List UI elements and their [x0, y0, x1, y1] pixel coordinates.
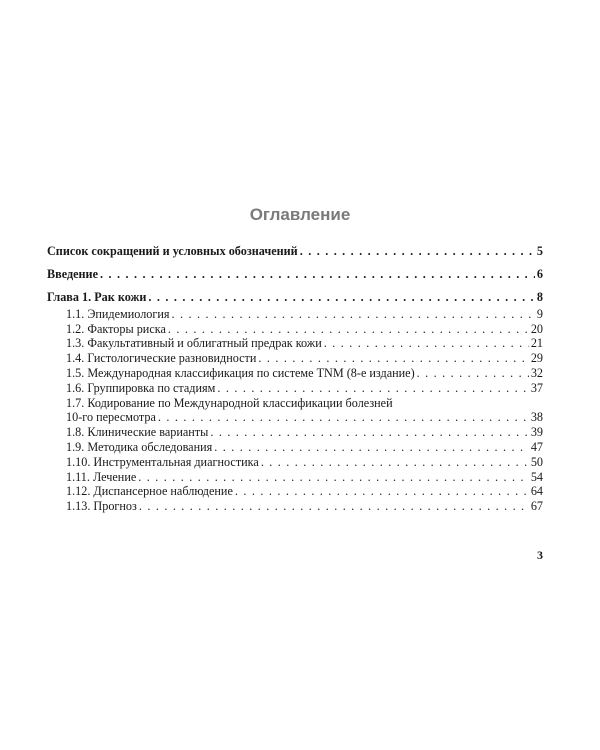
- toc-entry-1-10[interactable]: [47, 455, 543, 470]
- toc-entry-1-12[interactable]: [47, 484, 543, 499]
- toc-entry-page: 6: [536, 266, 543, 281]
- toc-entry-1-9[interactable]: [47, 440, 543, 455]
- dot-leader: [235, 484, 529, 499]
- toc-entry-1-7[interactable]: [47, 410, 543, 425]
- toc-entry-page: 64: [530, 484, 543, 499]
- toc-entry-label: 1.4. Гистологические разновидности: [66, 351, 257, 366]
- toc-entry-chapter-1[interactable]: [47, 290, 543, 305]
- toc-entry-page: 29: [530, 351, 543, 366]
- toc-entry-1-1[interactable]: [47, 307, 543, 322]
- toc-entry-1-6[interactable]: [47, 381, 543, 396]
- toc-entry-label: 1.5. Международная классификация по системе TNM (8-е издание): [66, 365, 415, 380]
- toc-entry-page: 67: [530, 499, 543, 514]
- toc-entry-1-3[interactable]: [47, 336, 543, 351]
- toc-entry-page: 9: [536, 306, 543, 321]
- toc-entry-label: Глава 1. Рак кожи: [47, 289, 147, 304]
- toc-entry-page: 50: [530, 454, 543, 469]
- toc-entry-1-13[interactable]: [47, 499, 543, 514]
- dot-leader: [139, 499, 529, 514]
- toc-entry-label: 1.13. Прогноз: [66, 499, 137, 514]
- toc-entry-1-2[interactable]: [47, 322, 543, 337]
- dot-leader: [324, 336, 529, 351]
- table-of-contents: [47, 244, 543, 514]
- toc-entry-1-11[interactable]: [47, 470, 543, 485]
- dot-leader: [138, 470, 529, 485]
- page-title: Оглавление: [249, 205, 351, 224]
- dot-leader: [158, 410, 529, 425]
- toc-entry-page: 54: [530, 469, 543, 484]
- toc-entry-label: 10-го пересмотра: [66, 410, 156, 425]
- toc-entry-label: 1.11. Лечение: [66, 469, 137, 484]
- toc-entry-abbreviations[interactable]: [47, 244, 543, 259]
- toc-entry-label: 1.1. Эпидемиология: [66, 306, 170, 321]
- toc-entry-label: 1.12. Диспансерное наблюдение: [66, 484, 233, 499]
- toc-entry-page: 37: [530, 380, 543, 395]
- dot-leader: [100, 267, 535, 282]
- toc-entry-page: 38: [530, 410, 543, 425]
- dot-leader: [258, 351, 528, 366]
- toc-entry-page: 5: [536, 244, 543, 258]
- toc-entry-label: 1.10. Инструментальная диагностика: [66, 454, 259, 469]
- toc-entry-page: 20: [530, 321, 543, 336]
- toc-entry-label: 1.8. Клинические варианты: [66, 425, 209, 440]
- toc-entry-1-8[interactable]: [47, 425, 543, 440]
- dot-leader: [210, 425, 528, 440]
- toc-entry-page: 32: [530, 365, 543, 380]
- toc-entry-label: 1.2. Факторы риска: [66, 321, 166, 336]
- dot-leader: [168, 322, 529, 337]
- toc-entry-label: 1.9. Методика обследования: [66, 439, 213, 454]
- toc-entry-introduction[interactable]: [47, 267, 543, 282]
- dot-leader: [148, 290, 535, 305]
- toc-entry-label: Список сокращений и условных обозначений: [47, 244, 298, 258]
- toc-entry-page: 39: [530, 425, 543, 440]
- toc-entry-1-7-first-line[interactable]: 1.7. Кодирование по Международной классификации болезней: [66, 395, 393, 410]
- dot-leader: [300, 244, 535, 259]
- dot-leader: [214, 440, 529, 455]
- dot-leader: [217, 381, 528, 396]
- page-number: 3: [537, 548, 543, 562]
- toc-entry-label: 1.3. Факультативный и облигатный предрак кожи: [66, 336, 322, 351]
- toc-entry-page: 8: [536, 289, 543, 304]
- toc-entry-label: Введение: [47, 266, 98, 281]
- toc-entry-page: 21: [530, 336, 543, 351]
- toc-entry-1-4[interactable]: [47, 351, 543, 366]
- dot-leader: [417, 366, 529, 381]
- toc-entry-label: 1.6. Группировка по стадиям: [66, 380, 216, 395]
- dot-leader: [172, 307, 535, 322]
- toc-entry-1-5[interactable]: [47, 366, 543, 381]
- dot-leader: [261, 455, 529, 470]
- toc-entry-page: 47: [530, 439, 543, 454]
